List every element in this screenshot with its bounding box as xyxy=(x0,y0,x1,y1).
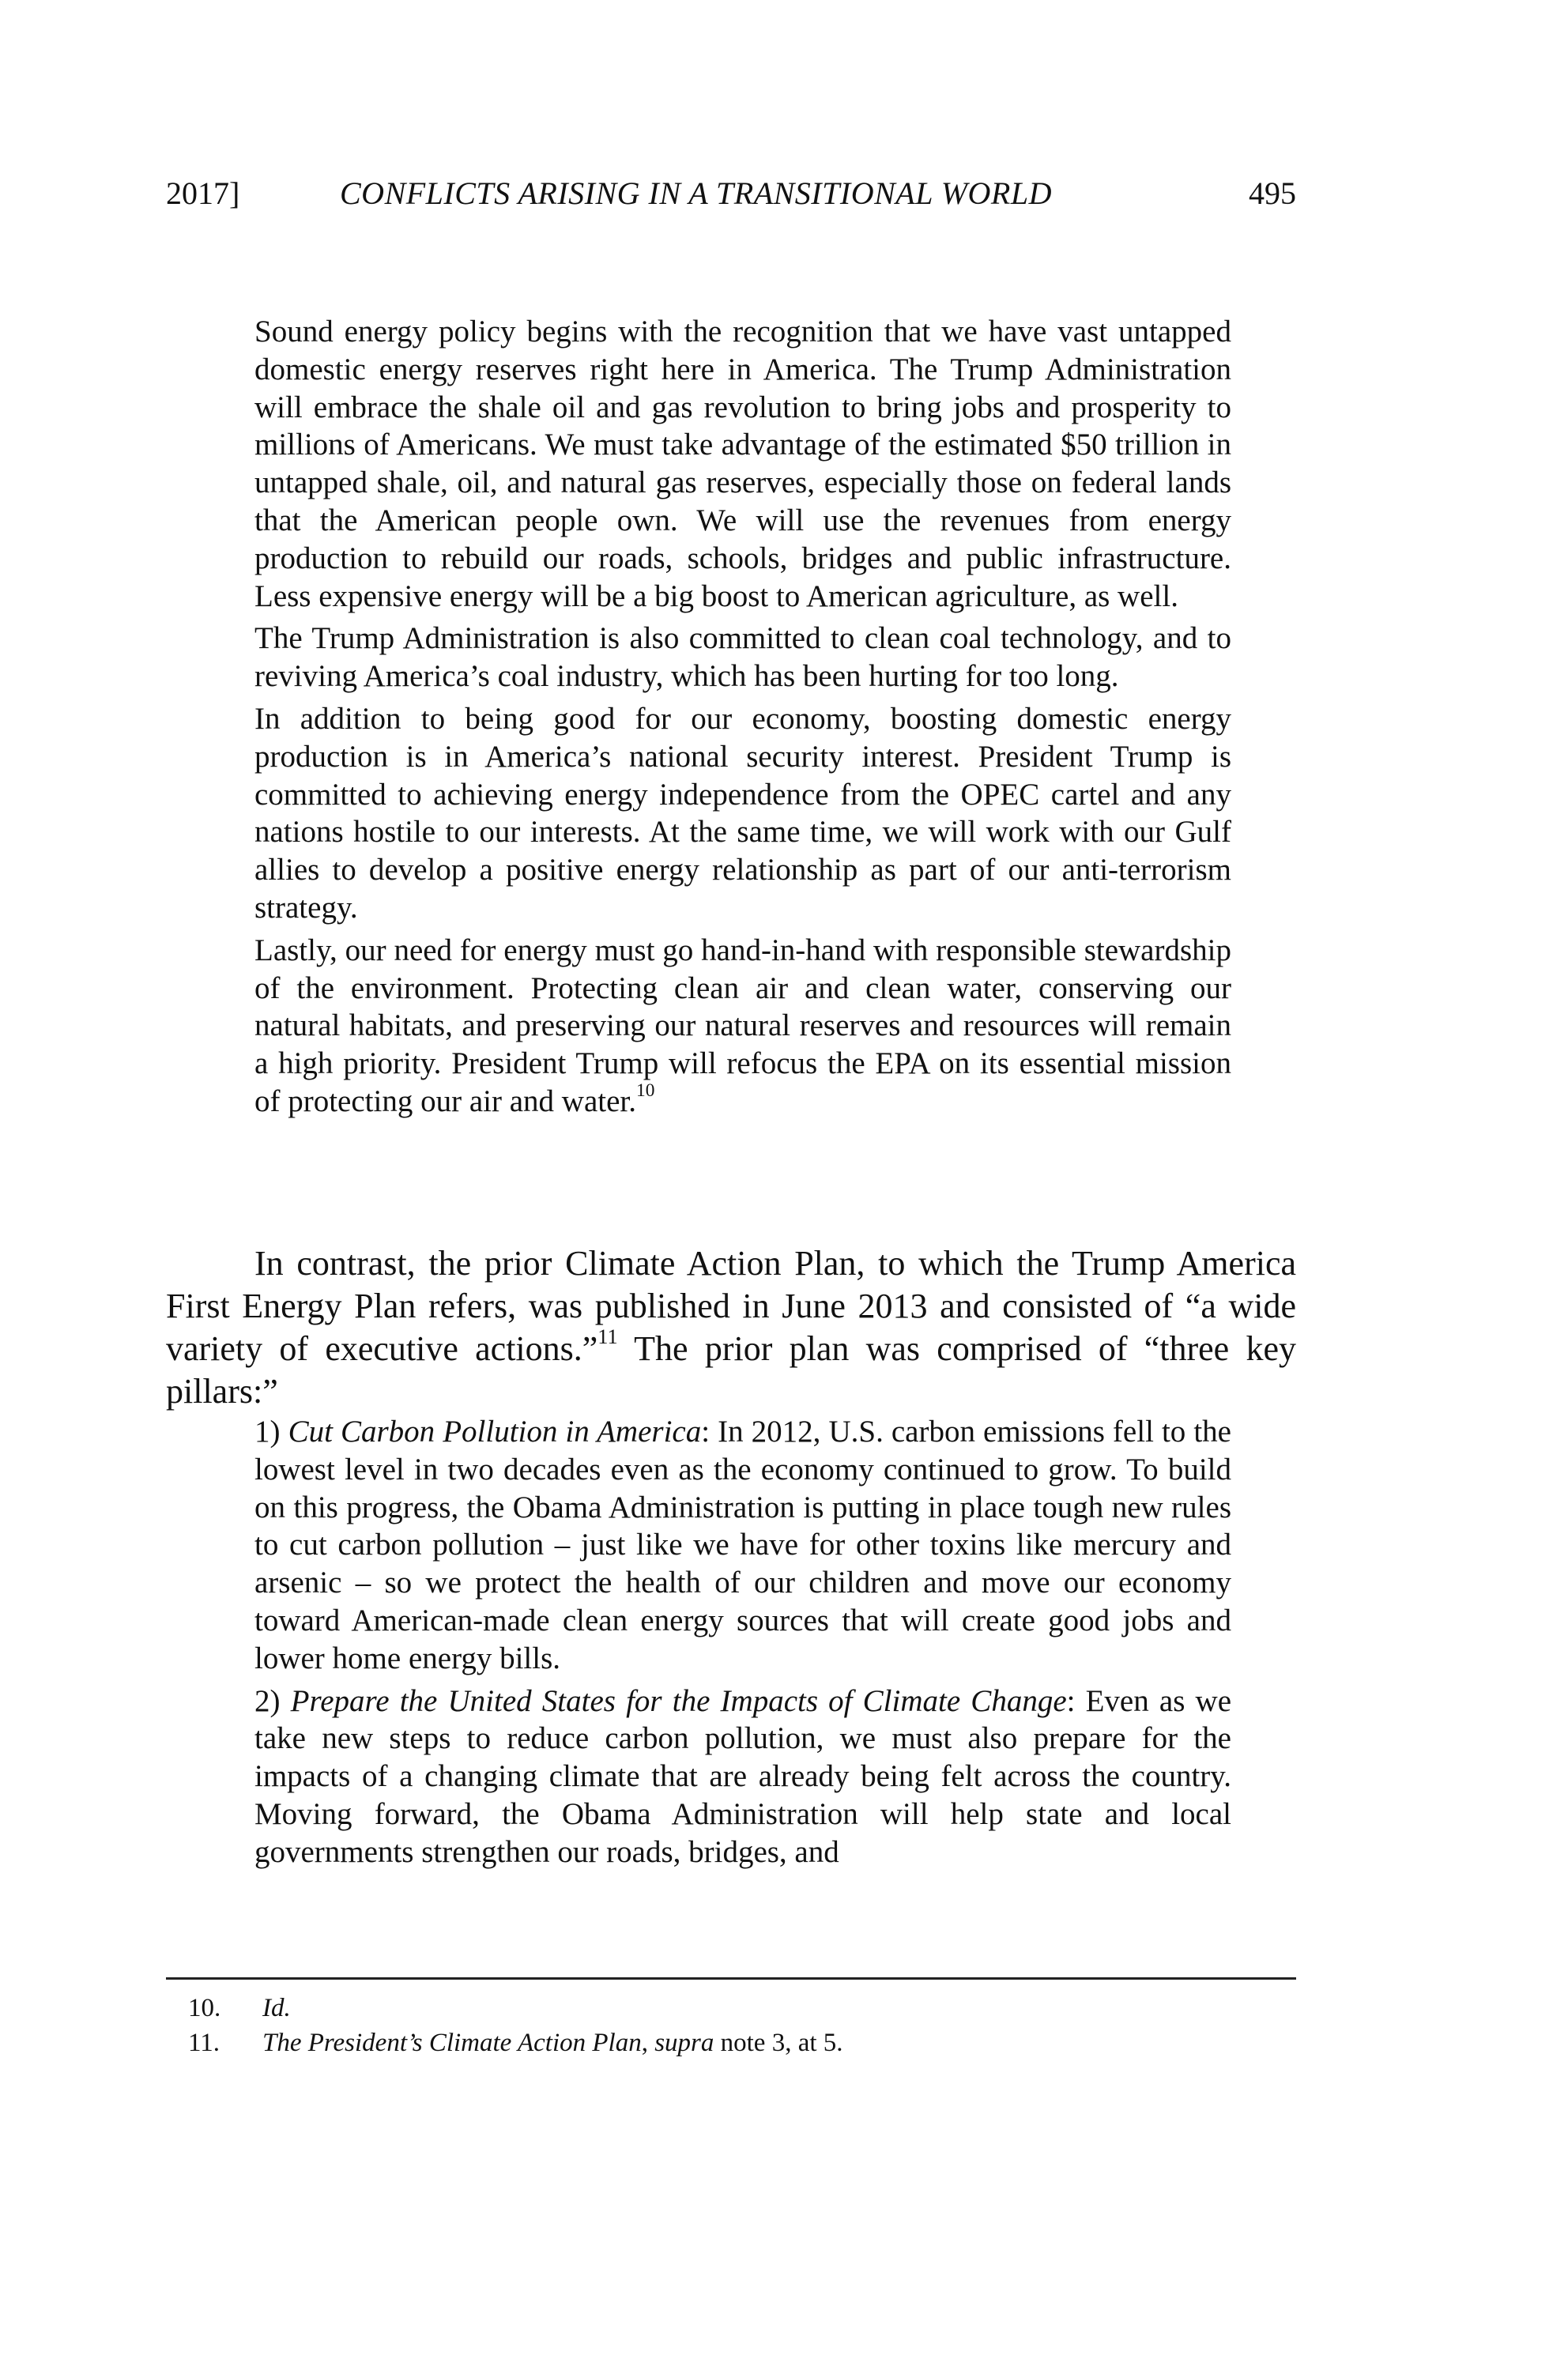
footnote-number: 11. xyxy=(188,2029,220,2057)
footnote-signal: supra xyxy=(654,2029,714,2057)
running-header xyxy=(166,170,1296,217)
pillar-item xyxy=(254,1683,1231,1871)
pillar-number: 2) xyxy=(254,1683,281,1718)
footnote-number: 10. xyxy=(188,1994,221,2022)
footnote-citation: Id. xyxy=(262,1994,291,2022)
header-running-title: CONFLICTS ARISING IN A TRANSITIONAL WORLD xyxy=(340,175,1052,211)
footnote-citation: The President’s Climate Action Plan xyxy=(262,2029,642,2057)
pillar-text: : In 2012, U.S. carbon emissions fell to the lowest level in two decades even as the economy continued to grow. To build on this progress, the Obama Administration is putting in place tough new rules to cut carbon pollution – just like we have for other toxins like mercury and arsenic – so we protect the health of our children and move our economy toward American-made clean energy sources that will create good jobs and lower home energy bills. xyxy=(254,1415,1231,1675)
footnotes xyxy=(166,1992,1296,2061)
footnote-ref: 11 xyxy=(597,1325,618,1349)
footnote-divider xyxy=(166,1977,1296,1980)
pillar-title: Cut Carbon Pollution in America xyxy=(288,1415,702,1449)
quote-paragraph xyxy=(254,932,1231,1121)
quote-paragraph: Sound energy policy begins with the recognition that we have vast untapped domestic energy reserves right here in America. The Trump Administration will embrace the shale oil and gas revolution to bring jobs and prosperity to millions of Americans. We must take advantage of the estimated $50 trillion in untapped shale, oil, and natural gas reserves, especially those on federal lands that the American people own. We will use the revenues from energy production to rebuild our roads, schools, bridges and public infrastructure. Less expensive energy will be a big boost to American agriculture, as well. xyxy=(254,315,1231,613)
footnote-11 xyxy=(166,2026,1296,2061)
pillar-number: 1) xyxy=(254,1415,281,1449)
footnote-separator: , xyxy=(641,2029,655,2057)
footnote-ref: 10 xyxy=(636,1080,655,1102)
pillar-item xyxy=(254,1413,1231,1678)
footnote-text xyxy=(262,2026,843,2060)
pillars-list xyxy=(254,1413,1231,1871)
footnote-text xyxy=(262,1992,291,2025)
quote-paragraph-text: Lastly, our need for energy must go hand-in-hand with responsible stewardship of the environment. Protecting clean air and clean water, conserving our natural habitats, and preserving our natural reserves and resources will remain a high priority. President Trump will refocus the EPA on its essential mission of protecting our air and water. xyxy=(254,933,1231,1118)
block-quote xyxy=(254,313,1231,1121)
footnote-rest: note 3, at 5. xyxy=(714,2029,843,2057)
footnote-10 xyxy=(166,1992,1296,2026)
body-text xyxy=(166,1242,1296,1413)
body-paragraph-text: In contrast, the prior Climate Action Plan, to which the Trump America First Energy Plan refers, was published in June 2013 and consisted of “a wide variety of executive actions.” xyxy=(166,1244,1296,1368)
body-paragraph-text: The prior plan was comprised of “three key pillars:” xyxy=(166,1329,1296,1411)
pillar-text: : Even as we take new steps to reduce carbon pollution, we must also prepare for the impacts of a changing climate that are already being felt across the country. Moving forward, the Obama Administration will help state and local governments strengthen our roads, bridges, and xyxy=(254,1683,1231,1869)
header-year: 2017] xyxy=(166,175,240,211)
header-page-number: 495 xyxy=(1249,175,1296,211)
body-paragraph xyxy=(166,1242,1296,1413)
pillar-title: Prepare the United States for the Impacts of Climate Change xyxy=(290,1683,1067,1718)
quote-paragraph: In addition to being good for our economy, boosting domestic energy production is in America’s national security interest. President Trump is committed to achieving energy independence from the OPEC cartel and any nations hostile to our interests. At the same time, we will work with our Gulf allies to develop a positive energy relationship as part of our anti-terrorism strategy. xyxy=(254,701,1231,925)
quote-paragraph: The Trump Administration is also committed to clean coal technology, and to reviving America’s coal industry, which has been hurting for too long. xyxy=(254,621,1231,694)
